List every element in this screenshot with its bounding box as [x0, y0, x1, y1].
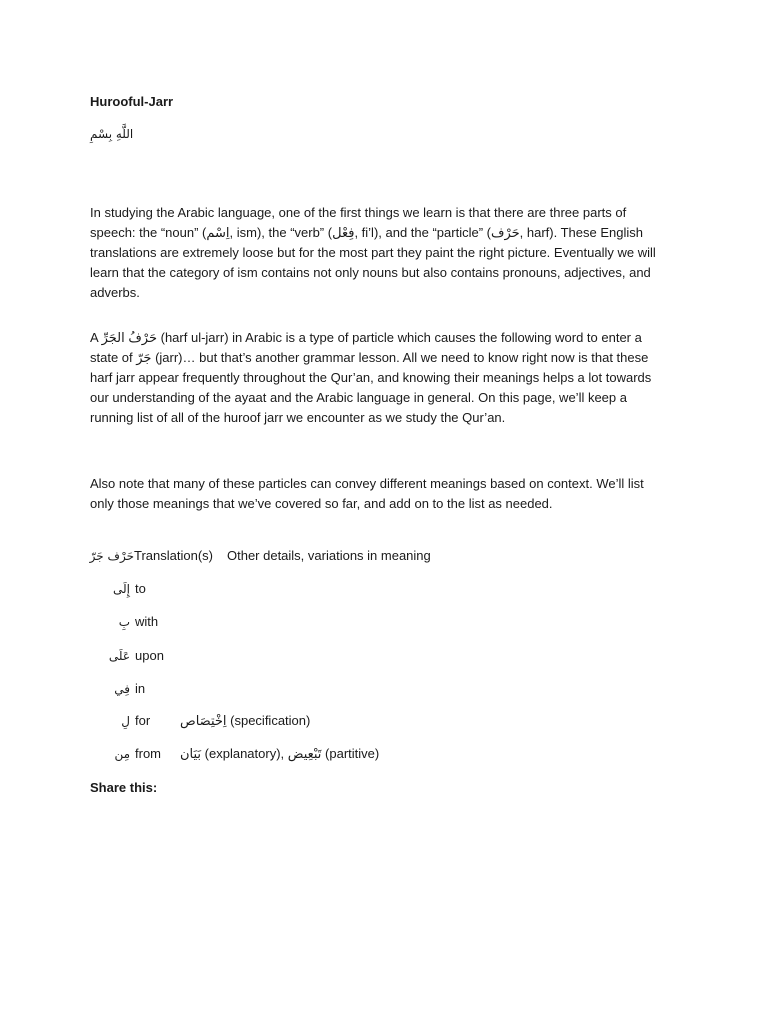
row-arabic: بِ: [118, 615, 130, 629]
row-translation: to: [135, 581, 146, 596]
paragraph-harf-jarr: A حَرْفُ الجَرِّ (harf ul-jarr) in Arabic is a type of particle which causes the following word to enter a state of جَرّ (jarr)… but that’s another grammar lesson. All we need to know right now is that these harf jarr appear frequently throughout the Qur’an, and knowing their meanings helps a lot towards our understanding of the ayaat and the Arabic language in general. On this page, we’ll keep a running list of all of the huroof jarr we encounter as we study the Qur’an.: [90, 330, 652, 425]
paragraph-parts-of-speech: In studying the Arabic language, one of the first things we learn is that there are three parts of speech: the “noun” (اِسْم, ism), the “verb” (فِعْل, fi’l), and the “particle” (حَرْف, harf). These English translations are extremely loose but for the most part they paint the right picture. Eventually we will learn that the category of ism contains not only nouns but also contains pronouns, adjectives, and adverbs.: [90, 205, 656, 300]
row-other: بَيَان (explanatory), تَبْعِيض (partitive): [180, 746, 380, 761]
row-arabic: إِلَى: [113, 582, 130, 596]
paragraph-note: Also note that many of these particles can convey different meanings based on context. We’ll list only those meanings that we’ve covered so far, and add on to the list as needed.: [90, 476, 644, 511]
row-arabic: فِي: [114, 682, 130, 696]
row-arabic: لِ: [121, 714, 130, 728]
row-arabic: مِن: [114, 747, 130, 761]
header-other: Other details, variations in meaning: [226, 548, 431, 563]
header-arabic: حَرْف جَرّ: [89, 549, 134, 563]
row-translation: upon: [135, 648, 164, 663]
row-translation: for: [135, 713, 151, 728]
row-translation: in: [135, 681, 146, 696]
header-translation: Translation(s): [134, 548, 213, 563]
row-translation: from: [135, 746, 161, 761]
row-translation: with: [135, 614, 159, 629]
table-header: [90, 546, 431, 566]
row-arabic: عَلَى: [108, 649, 130, 663]
row-other: اِخْتِصَاص (specification): [180, 713, 311, 728]
bismillah-text: اللَّهِ بِسْمِ: [90, 127, 134, 141]
share-label: Share this:: [90, 780, 158, 795]
page-title: Hurooful-Jarr: [90, 94, 174, 109]
